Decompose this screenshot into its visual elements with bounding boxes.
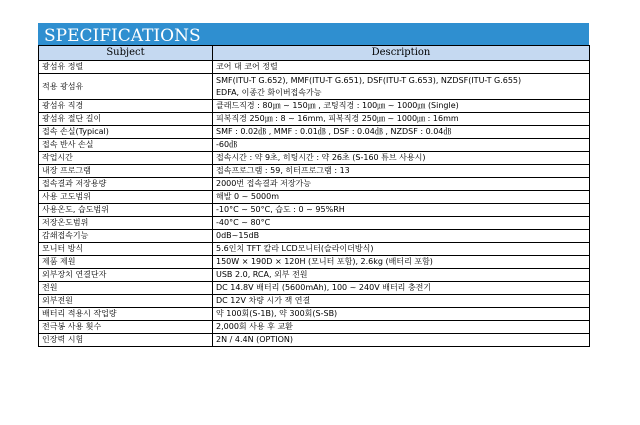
spec-title: SPECIFICATIONS — [38, 23, 589, 45]
table-row — [39, 100, 590, 113]
table-row — [39, 256, 590, 269]
row-description — [213, 178, 590, 191]
row-subject: 제품 제원 — [39, 256, 213, 269]
description-line: 2000번 접속결과 저장가능 — [216, 179, 311, 188]
table-row — [39, 204, 590, 217]
row-subject: 사용온도, 습도범위 — [39, 204, 213, 217]
row-subject: 광섬유 직경 — [39, 100, 213, 113]
description-line: 해발 0 ~ 5000m — [216, 192, 280, 201]
description-line: DC 14.8V 배터리 (5600mAh), 100 ~ 240V 배터리 충전기 — [216, 283, 432, 292]
row-description — [213, 243, 590, 256]
spec-sheet — [38, 23, 589, 347]
description-line: 2,000회 사용 후 교환 — [216, 322, 293, 331]
row-subject: 접속결과 저장용량 — [39, 178, 213, 191]
row-description — [213, 217, 590, 230]
row-description — [213, 256, 590, 269]
description-line: 0dB~15dB — [216, 231, 260, 240]
description-line: -10°C ~ 50°C, 습도 : 0 ~ 95%RH — [216, 205, 345, 214]
row-description — [213, 295, 590, 308]
table-row — [39, 113, 590, 126]
row-description — [213, 165, 590, 178]
description-line: -40°C ~ 80°C — [216, 218, 271, 227]
table-row — [39, 269, 590, 282]
row-subject: 외부장치 연결단자 — [39, 269, 213, 282]
row-subject: 외부전원 — [39, 295, 213, 308]
spec-table-body — [39, 61, 590, 347]
description-line: 5.6인치 TFT 칼라 LCD모니터(슬라이더방식) — [216, 244, 374, 253]
row-description — [213, 308, 590, 321]
description-line: 150W × 190D × 120H (모니터 포함), 2.6kg (배터리 포함) — [216, 257, 433, 266]
table-row — [39, 217, 590, 230]
row-subject: 광섬유 정렬 — [39, 61, 213, 74]
description-line: 클래드직경 : 80㎛ ~ 150㎛ , 코팅직경 : 100㎛ ~ 1000㎛ (Single) — [216, 101, 459, 110]
row-description — [213, 126, 590, 139]
row-subject: 모니터 방식 — [39, 243, 213, 256]
row-description — [213, 282, 590, 295]
description-line: SMF : 0.02㏈ , MMF : 0.01㏈ , DSF : 0.04㏈ , NZDSF : 0.04㏈ — [216, 127, 452, 136]
row-description — [213, 334, 590, 347]
row-description — [213, 204, 590, 217]
row-subject: 적용 광섬유 — [39, 74, 213, 100]
row-subject: 접속 반사 손실 — [39, 139, 213, 152]
row-subject: 작업시간 — [39, 152, 213, 165]
description-line: -60㏈ — [216, 140, 238, 149]
table-row — [39, 178, 590, 191]
row-description — [213, 321, 590, 334]
table-row — [39, 230, 590, 243]
row-subject: 감쇄접속기능 — [39, 230, 213, 243]
description-line: 약 100회(S-1B), 약 300회(S-SB) — [216, 309, 338, 318]
row-description — [213, 113, 590, 126]
table-row — [39, 243, 590, 256]
row-description — [213, 74, 590, 100]
table-row — [39, 74, 590, 100]
table-row — [39, 61, 590, 74]
spec-table — [38, 45, 590, 347]
table-row — [39, 191, 590, 204]
table-row — [39, 308, 590, 321]
row-subject: 배터리 적용시 작업량 — [39, 308, 213, 321]
row-subject: 접속 손실(Typical) — [39, 126, 213, 139]
description-line: 2N / 4.4N (OPTION) — [216, 335, 293, 344]
row-subject: 전원 — [39, 282, 213, 295]
row-subject: 사용 고도범위 — [39, 191, 213, 204]
table-row — [39, 282, 590, 295]
description-line: 피복직경 250㎛ : 8 ~ 16mm, 피복직경 250㎛ ~ 1000㎛ : 16mm — [216, 114, 459, 123]
row-subject: 전극봉 사용 횟수 — [39, 321, 213, 334]
table-row — [39, 152, 590, 165]
row-description — [213, 230, 590, 243]
row-subject: 인장력 시험 — [39, 334, 213, 347]
table-row — [39, 139, 590, 152]
header-subject: Subject — [39, 46, 213, 61]
description-line: USB 2.0, RCA, 외부 전원 — [216, 270, 308, 279]
table-row — [39, 165, 590, 178]
table-row — [39, 334, 590, 347]
description-line: 접속프로그램 : 59, 히터프로그램 : 13 — [216, 166, 350, 175]
row-description — [213, 139, 590, 152]
header-description: Description — [213, 46, 590, 61]
description-line: 코어 대 코어 정렬 — [216, 62, 278, 71]
row-description — [213, 61, 590, 74]
description-line: DC 12V 차량 시가 잭 연결 — [216, 296, 311, 305]
row-description — [213, 191, 590, 204]
description-line: EDFA, 이종간 화이버접속가능 — [216, 87, 322, 97]
table-row — [39, 321, 590, 334]
table-row — [39, 295, 590, 308]
description-line: 접속시간 : 약 9초, 히팅시간 : 약 26초 (S-160 튜브 사용시) — [216, 153, 426, 162]
table-row — [39, 126, 590, 139]
table-header-row — [39, 46, 590, 61]
row-subject: 저장온도범위 — [39, 217, 213, 230]
description-line: SMF(ITU-T G.652), MMF(ITU-T G.651), DSF(ITU-T G.653), NZDSF(ITU-T G.655) — [216, 75, 522, 85]
row-description — [213, 152, 590, 165]
row-subject: 내장 프로그램 — [39, 165, 213, 178]
row-description — [213, 100, 590, 113]
row-description — [213, 269, 590, 282]
row-subject: 광섬유 절단 길이 — [39, 113, 213, 126]
